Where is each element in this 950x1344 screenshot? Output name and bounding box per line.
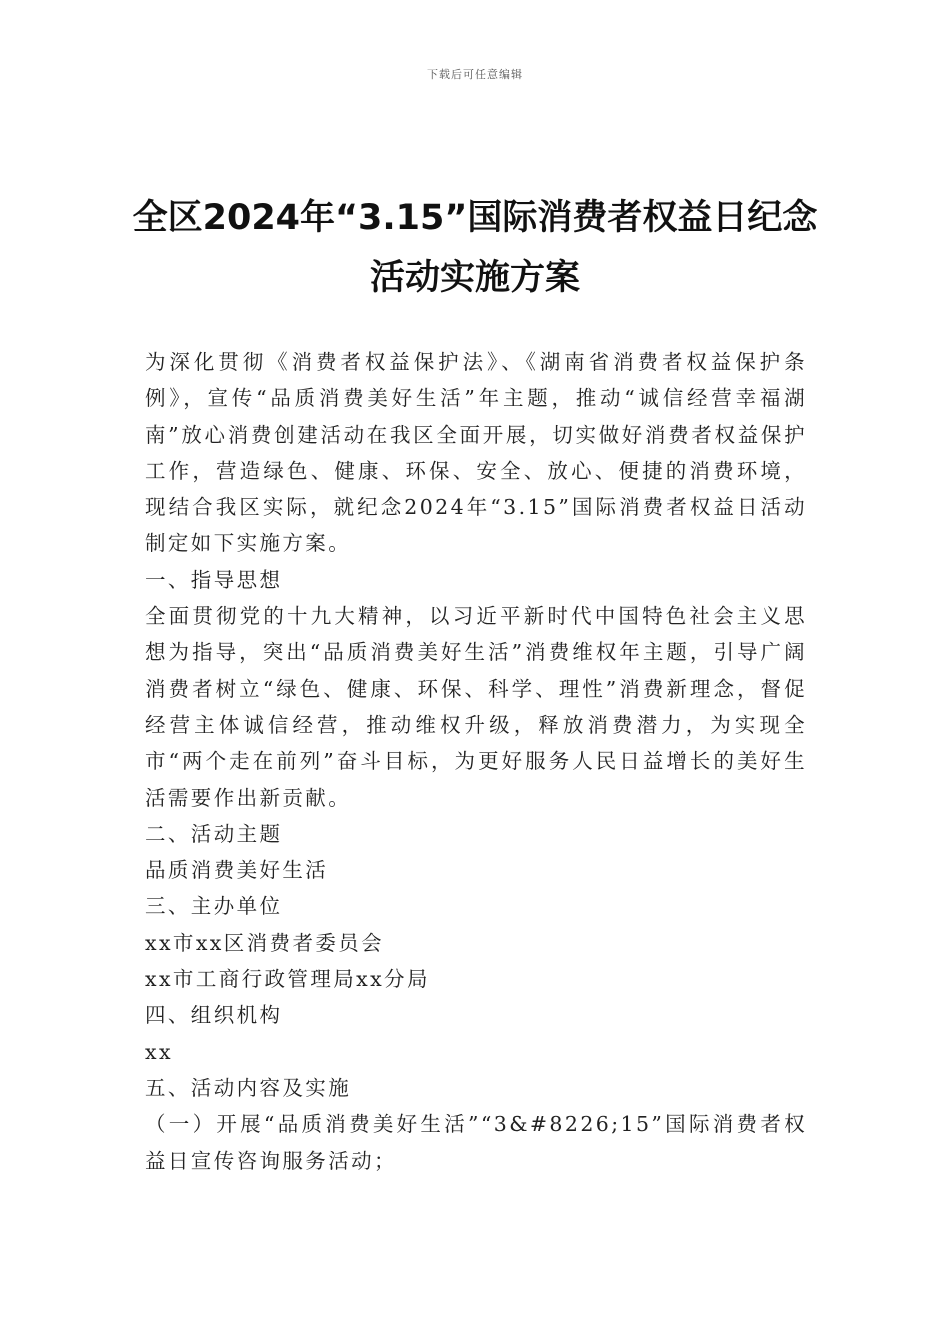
activity-item: （一）开展“品质消费美好生活”“3&#8226;15”国际消费者权益日宣传咨询服务活动； [145, 1112, 807, 1173]
document-body [145, 344, 807, 1179]
organizer-item: xx市xx区消费者委员会 [145, 930, 385, 955]
intro-paragraph: 为深化贯彻《消费者权益保护法》、《湖南省消费者权益保护条例》，宣传“品质消费美好生活”年主题，推动“诚信经营幸福湖南”放心消费创建活动在我区全面开展，切实做好消费者权益保护工作，营造绿色、健康、环保、安全、放心、便捷的消费环境，现结合我区实际，就纪念2024年“3.15”国际消费者权益日活动制定如下实施方案。 [145, 350, 807, 556]
section-heading-organizers: 三、主办单位 [145, 894, 283, 919]
document-title: 全区2024年“3.15”国际消费者权益日纪念活动实施方案 [132, 198, 818, 298]
theme-text: 品质消费美好生活 [145, 858, 329, 883]
section-heading-theme: 二、活动主题 [145, 821, 283, 846]
section-heading-guiding-ideology: 一、指导思想 [145, 567, 283, 592]
guiding-ideology-paragraph: 全面贯彻党的十九大精神，以习近平新时代中国特色社会主义思想为指导，突出“品质消费美好生活”消费维权年主题，引导广阔消费者树立“绿色、健康、环保、科学、理性”消费新理念，督促经营主体诚信经营，推动维权升级，释放消费潜力，为实现全市“两个走在前列”奋斗目标，为更好服务人民日益增长的美好生活需要作出新贡献。 [145, 604, 807, 810]
header-note: 下载后可任意编辑 [427, 68, 523, 81]
section-heading-organization: 四、组织机构 [145, 1003, 283, 1028]
section-heading-activities: 五、活动内容及实施 [145, 1075, 352, 1100]
organizer-item: xx市工商行政管理局xx分局 [145, 967, 430, 992]
organization-text: xx [145, 1039, 173, 1064]
